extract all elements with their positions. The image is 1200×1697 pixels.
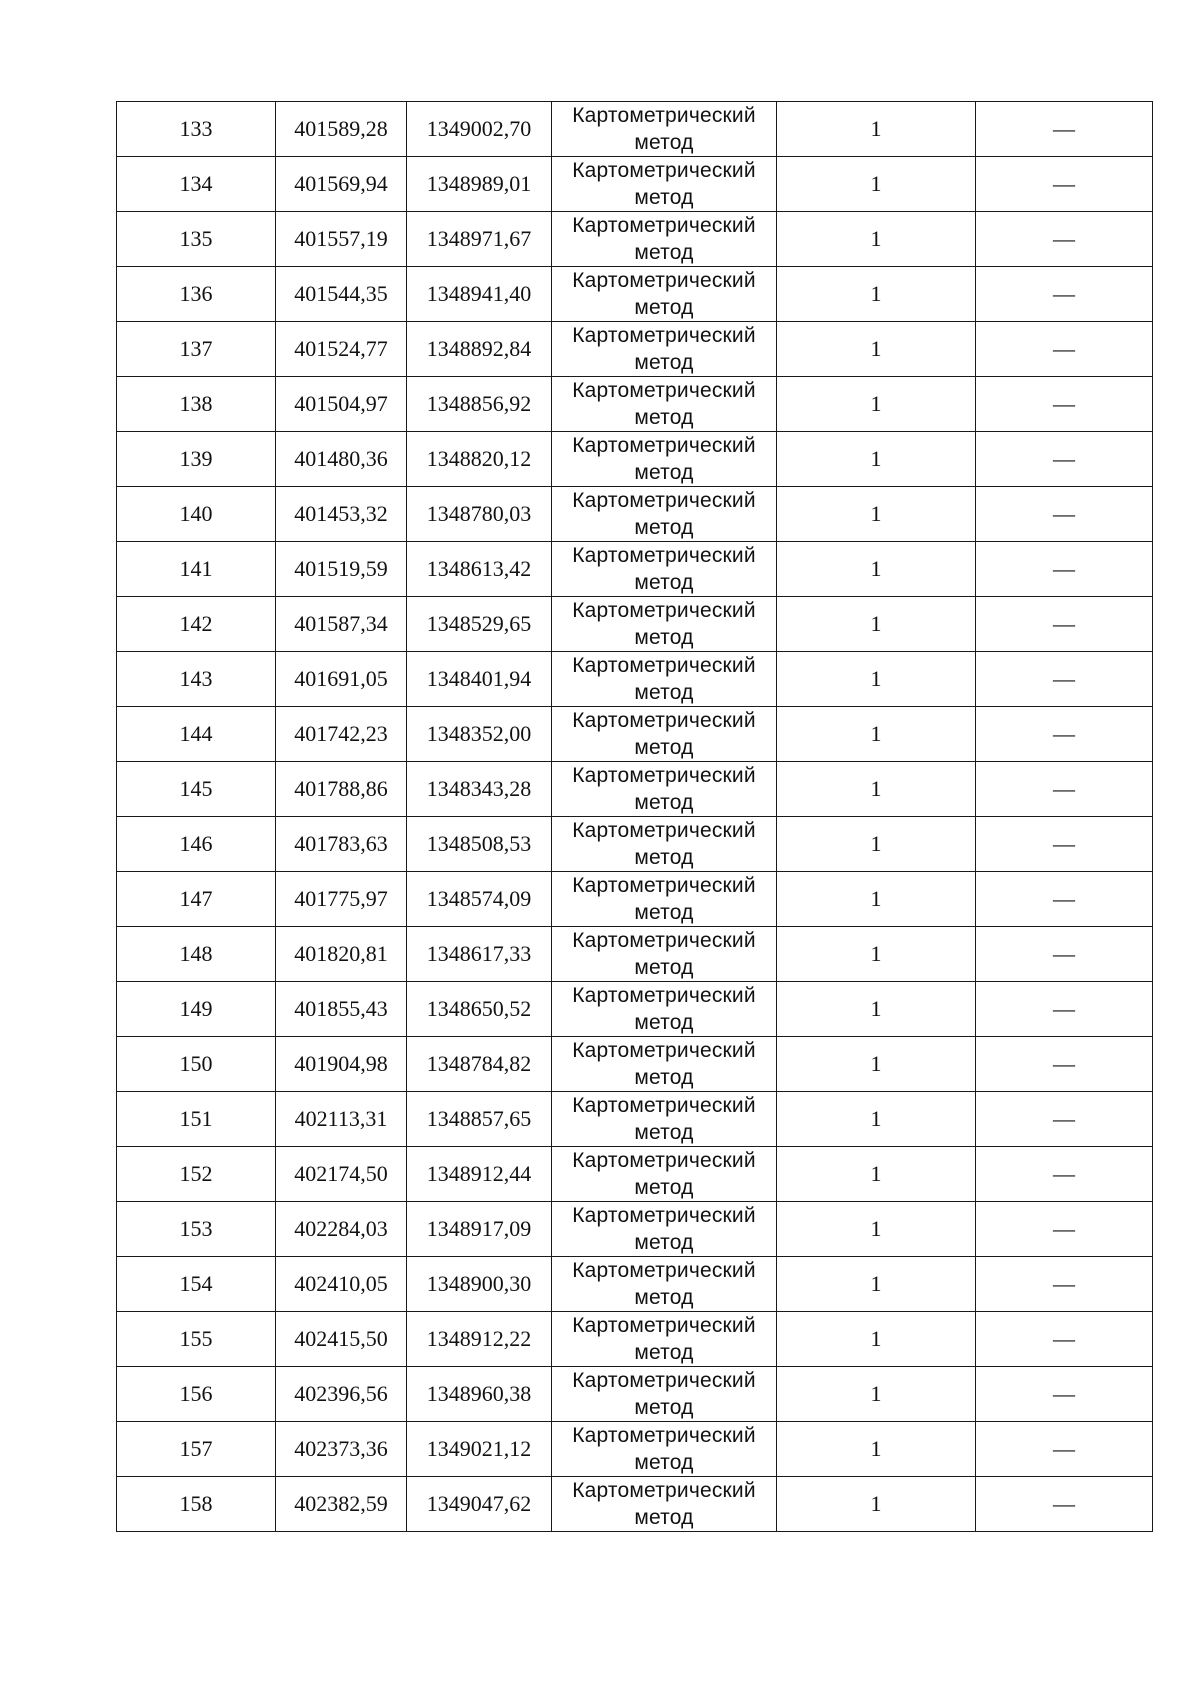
method-line-2: метод: [634, 1231, 694, 1254]
point-number-cell: 148: [117, 927, 276, 982]
method-line-1: Картометрический: [572, 434, 756, 457]
x-coordinate-cell: 401788,86: [276, 762, 407, 817]
method-cell: [552, 322, 777, 377]
point-number-cell: 149: [117, 982, 276, 1037]
accuracy-cell: 1: [777, 927, 976, 982]
method-line-1: Картометрический: [572, 1149, 756, 1172]
accuracy-cell: 1: [777, 1257, 976, 1312]
table-row: [117, 322, 1153, 377]
note-cell: —: [976, 652, 1153, 707]
y-coordinate-cell: 1348900,30: [407, 1257, 552, 1312]
coordinates-table: [116, 101, 1153, 1532]
method-cell: [552, 487, 777, 542]
x-coordinate-cell: 401855,43: [276, 982, 407, 1037]
method-line-2: метод: [634, 956, 694, 979]
x-coordinate-cell: 401569,94: [276, 157, 407, 212]
note-cell: —: [976, 817, 1153, 872]
y-coordinate-cell: 1348912,44: [407, 1147, 552, 1202]
method-cell: [552, 1367, 777, 1422]
y-coordinate-cell: 1348574,09: [407, 872, 552, 927]
y-coordinate-cell: 1348784,82: [407, 1037, 552, 1092]
point-number-cell: 143: [117, 652, 276, 707]
method-line-2: метод: [634, 1506, 694, 1529]
x-coordinate-cell: 401742,23: [276, 707, 407, 762]
table-row: [117, 652, 1153, 707]
x-coordinate-cell: 401587,34: [276, 597, 407, 652]
coordinates-table-body: [117, 102, 1153, 1532]
accuracy-cell: 1: [777, 542, 976, 597]
table-row: [117, 1312, 1153, 1367]
point-number-cell: 145: [117, 762, 276, 817]
method-line-2: метод: [634, 681, 694, 704]
method-line-1: Картометрический: [572, 929, 756, 952]
method-line-2: метод: [634, 571, 694, 594]
point-number-cell: 137: [117, 322, 276, 377]
method-line-2: метод: [634, 846, 694, 869]
y-coordinate-cell: 1348857,65: [407, 1092, 552, 1147]
x-coordinate-cell: 401557,19: [276, 212, 407, 267]
method-line-2: метод: [634, 186, 694, 209]
accuracy-cell: 1: [777, 432, 976, 487]
note-cell: —: [976, 322, 1153, 377]
x-coordinate-cell: 401453,32: [276, 487, 407, 542]
y-coordinate-cell: 1348617,33: [407, 927, 552, 982]
method-line-1: Картометрический: [572, 599, 756, 622]
accuracy-cell: 1: [777, 212, 976, 267]
method-cell: [552, 1147, 777, 1202]
point-number-cell: 157: [117, 1422, 276, 1477]
point-number-cell: 152: [117, 1147, 276, 1202]
accuracy-cell: 1: [777, 377, 976, 432]
note-cell: —: [976, 762, 1153, 817]
x-coordinate-cell: 402113,31: [276, 1092, 407, 1147]
method-line-2: метод: [634, 1176, 694, 1199]
method-line-1: Картометрический: [572, 1259, 756, 1282]
note-cell: —: [976, 982, 1153, 1037]
table-row: [117, 1147, 1153, 1202]
table-row: [117, 817, 1153, 872]
method-cell: [552, 817, 777, 872]
y-coordinate-cell: 1348352,00: [407, 707, 552, 762]
y-coordinate-cell: 1348508,53: [407, 817, 552, 872]
note-cell: —: [976, 157, 1153, 212]
point-number-cell: 138: [117, 377, 276, 432]
accuracy-cell: 1: [777, 1312, 976, 1367]
x-coordinate-cell: 401820,81: [276, 927, 407, 982]
table-row: [117, 542, 1153, 597]
method-cell: [552, 432, 777, 487]
y-coordinate-cell: 1348780,03: [407, 487, 552, 542]
table-row: [117, 267, 1153, 322]
method-cell: [552, 872, 777, 927]
accuracy-cell: 1: [777, 1477, 976, 1532]
accuracy-cell: 1: [777, 872, 976, 927]
point-number-cell: 146: [117, 817, 276, 872]
y-coordinate-cell: 1348820,12: [407, 432, 552, 487]
method-line-2: метод: [634, 131, 694, 154]
point-number-cell: 139: [117, 432, 276, 487]
note-cell: —: [976, 542, 1153, 597]
x-coordinate-cell: 401783,63: [276, 817, 407, 872]
y-coordinate-cell: 1348892,84: [407, 322, 552, 377]
point-number-cell: 153: [117, 1202, 276, 1257]
accuracy-cell: 1: [777, 1367, 976, 1422]
method-cell: [552, 1202, 777, 1257]
table-row: [117, 157, 1153, 212]
y-coordinate-cell: 1349002,70: [407, 102, 552, 157]
point-number-cell: 154: [117, 1257, 276, 1312]
table-row: [117, 1092, 1153, 1147]
x-coordinate-cell: 402174,50: [276, 1147, 407, 1202]
table-row: [117, 432, 1153, 487]
table-row: [117, 487, 1153, 542]
method-line-1: Картометрический: [572, 764, 756, 787]
note-cell: —: [976, 487, 1153, 542]
method-line-2: метод: [634, 1011, 694, 1034]
method-cell: [552, 1312, 777, 1367]
accuracy-cell: 1: [777, 267, 976, 322]
table-row: [117, 1422, 1153, 1477]
note-cell: —: [976, 212, 1153, 267]
method-line-2: метод: [634, 626, 694, 649]
accuracy-cell: 1: [777, 982, 976, 1037]
note-cell: —: [976, 1202, 1153, 1257]
method-line-1: Картометрический: [572, 654, 756, 677]
table-row: [117, 1477, 1153, 1532]
method-line-2: метод: [634, 791, 694, 814]
y-coordinate-cell: 1348917,09: [407, 1202, 552, 1257]
method-line-1: Картометрический: [572, 489, 756, 512]
accuracy-cell: 1: [777, 487, 976, 542]
x-coordinate-cell: 401589,28: [276, 102, 407, 157]
accuracy-cell: 1: [777, 817, 976, 872]
x-coordinate-cell: 401480,36: [276, 432, 407, 487]
table-row: [117, 1257, 1153, 1312]
point-number-cell: 135: [117, 212, 276, 267]
point-number-cell: 141: [117, 542, 276, 597]
note-cell: —: [976, 267, 1153, 322]
x-coordinate-cell: 401519,59: [276, 542, 407, 597]
note-cell: —: [976, 1477, 1153, 1532]
method-cell: [552, 982, 777, 1037]
accuracy-cell: 1: [777, 652, 976, 707]
point-number-cell: 147: [117, 872, 276, 927]
method-line-1: Картометрический: [572, 544, 756, 567]
method-cell: [552, 707, 777, 762]
x-coordinate-cell: 402382,59: [276, 1477, 407, 1532]
y-coordinate-cell: 1348960,38: [407, 1367, 552, 1422]
method-cell: [552, 1477, 777, 1532]
accuracy-cell: 1: [777, 1037, 976, 1092]
method-line-1: Картометрический: [572, 1039, 756, 1062]
point-number-cell: 136: [117, 267, 276, 322]
method-line-1: Картометрический: [572, 1204, 756, 1227]
method-line-2: метод: [634, 1451, 694, 1474]
accuracy-cell: 1: [777, 597, 976, 652]
note-cell: —: [976, 377, 1153, 432]
note-cell: —: [976, 1312, 1153, 1367]
method-line-1: Картометрический: [572, 1314, 756, 1337]
method-line-1: Картометрический: [572, 1369, 756, 1392]
accuracy-cell: 1: [777, 322, 976, 377]
x-coordinate-cell: 402415,50: [276, 1312, 407, 1367]
method-line-2: метод: [634, 1286, 694, 1309]
y-coordinate-cell: 1348856,92: [407, 377, 552, 432]
point-number-cell: 142: [117, 597, 276, 652]
x-coordinate-cell: 401775,97: [276, 872, 407, 927]
method-line-1: Картометрический: [572, 159, 756, 182]
x-coordinate-cell: 401904,98: [276, 1037, 407, 1092]
table-row: [117, 212, 1153, 267]
method-line-1: Картометрический: [572, 104, 756, 127]
x-coordinate-cell: 401524,77: [276, 322, 407, 377]
method-line-1: Картометрический: [572, 819, 756, 842]
method-line-2: метод: [634, 461, 694, 484]
accuracy-cell: 1: [777, 1092, 976, 1147]
y-coordinate-cell: 1348971,67: [407, 212, 552, 267]
method-line-2: метод: [634, 1066, 694, 1089]
method-cell: [552, 1092, 777, 1147]
method-line-1: Картометрический: [572, 1479, 756, 1502]
method-line-1: Картометрический: [572, 709, 756, 732]
y-coordinate-cell: 1348989,01: [407, 157, 552, 212]
method-cell: [552, 157, 777, 212]
y-coordinate-cell: 1348343,28: [407, 762, 552, 817]
x-coordinate-cell: 402373,36: [276, 1422, 407, 1477]
method-line-2: метод: [634, 516, 694, 539]
method-line-2: метод: [634, 1396, 694, 1419]
point-number-cell: 150: [117, 1037, 276, 1092]
method-line-2: метод: [634, 901, 694, 924]
method-cell: [552, 1037, 777, 1092]
accuracy-cell: 1: [777, 102, 976, 157]
method-cell: [552, 597, 777, 652]
method-cell: [552, 927, 777, 982]
method-line-2: метод: [634, 406, 694, 429]
table-row: [117, 762, 1153, 817]
method-cell: [552, 102, 777, 157]
y-coordinate-cell: 1348941,40: [407, 267, 552, 322]
x-coordinate-cell: 401504,97: [276, 377, 407, 432]
point-number-cell: 134: [117, 157, 276, 212]
y-coordinate-cell: 1348912,22: [407, 1312, 552, 1367]
note-cell: —: [976, 1092, 1153, 1147]
note-cell: —: [976, 927, 1153, 982]
accuracy-cell: 1: [777, 707, 976, 762]
method-line-2: метод: [634, 296, 694, 319]
method-line-1: Картометрический: [572, 214, 756, 237]
note-cell: —: [976, 1037, 1153, 1092]
note-cell: —: [976, 102, 1153, 157]
note-cell: —: [976, 597, 1153, 652]
note-cell: —: [976, 1422, 1153, 1477]
y-coordinate-cell: 1348401,94: [407, 652, 552, 707]
table-row: [117, 982, 1153, 1037]
table-row: [117, 102, 1153, 157]
x-coordinate-cell: 402396,56: [276, 1367, 407, 1422]
method-line-1: Картометрический: [572, 874, 756, 897]
method-line-2: метод: [634, 1341, 694, 1364]
table-row: [117, 1202, 1153, 1257]
accuracy-cell: 1: [777, 157, 976, 212]
method-cell: [552, 762, 777, 817]
method-line-2: метод: [634, 241, 694, 264]
y-coordinate-cell: 1348650,52: [407, 982, 552, 1037]
note-cell: —: [976, 872, 1153, 927]
point-number-cell: 140: [117, 487, 276, 542]
method-line-1: Картометрический: [572, 324, 756, 347]
x-coordinate-cell: 402284,03: [276, 1202, 407, 1257]
method-line-1: Картометрический: [572, 269, 756, 292]
accuracy-cell: 1: [777, 1422, 976, 1477]
note-cell: —: [976, 1367, 1153, 1422]
y-coordinate-cell: 1349047,62: [407, 1477, 552, 1532]
point-number-cell: 133: [117, 102, 276, 157]
y-coordinate-cell: 1348529,65: [407, 597, 552, 652]
accuracy-cell: 1: [777, 1202, 976, 1257]
point-number-cell: 158: [117, 1477, 276, 1532]
method-cell: [552, 1422, 777, 1477]
method-cell: [552, 652, 777, 707]
method-cell: [552, 377, 777, 432]
table-row: [117, 927, 1153, 982]
x-coordinate-cell: 401544,35: [276, 267, 407, 322]
method-cell: [552, 1257, 777, 1312]
point-number-cell: 155: [117, 1312, 276, 1367]
note-cell: —: [976, 1257, 1153, 1312]
table-row: [117, 872, 1153, 927]
point-number-cell: 156: [117, 1367, 276, 1422]
method-line-1: Картометрический: [572, 379, 756, 402]
table-row: [117, 1037, 1153, 1092]
table-row: [117, 377, 1153, 432]
x-coordinate-cell: 401691,05: [276, 652, 407, 707]
method-line-2: метод: [634, 736, 694, 759]
x-coordinate-cell: 402410,05: [276, 1257, 407, 1312]
table-row: [117, 597, 1153, 652]
method-cell: [552, 542, 777, 597]
point-number-cell: 151: [117, 1092, 276, 1147]
point-number-cell: 144: [117, 707, 276, 762]
method-cell: [552, 212, 777, 267]
note-cell: —: [976, 707, 1153, 762]
method-line-1: Картометрический: [572, 1424, 756, 1447]
table-row: [117, 707, 1153, 762]
table-row: [117, 1367, 1153, 1422]
accuracy-cell: 1: [777, 1147, 976, 1202]
method-line-2: метод: [634, 1121, 694, 1144]
method-line-1: Картометрический: [572, 1094, 756, 1117]
y-coordinate-cell: 1348613,42: [407, 542, 552, 597]
note-cell: —: [976, 432, 1153, 487]
y-coordinate-cell: 1349021,12: [407, 1422, 552, 1477]
method-cell: [552, 267, 777, 322]
accuracy-cell: 1: [777, 762, 976, 817]
method-line-1: Картометрический: [572, 984, 756, 1007]
note-cell: —: [976, 1147, 1153, 1202]
method-line-2: метод: [634, 351, 694, 374]
